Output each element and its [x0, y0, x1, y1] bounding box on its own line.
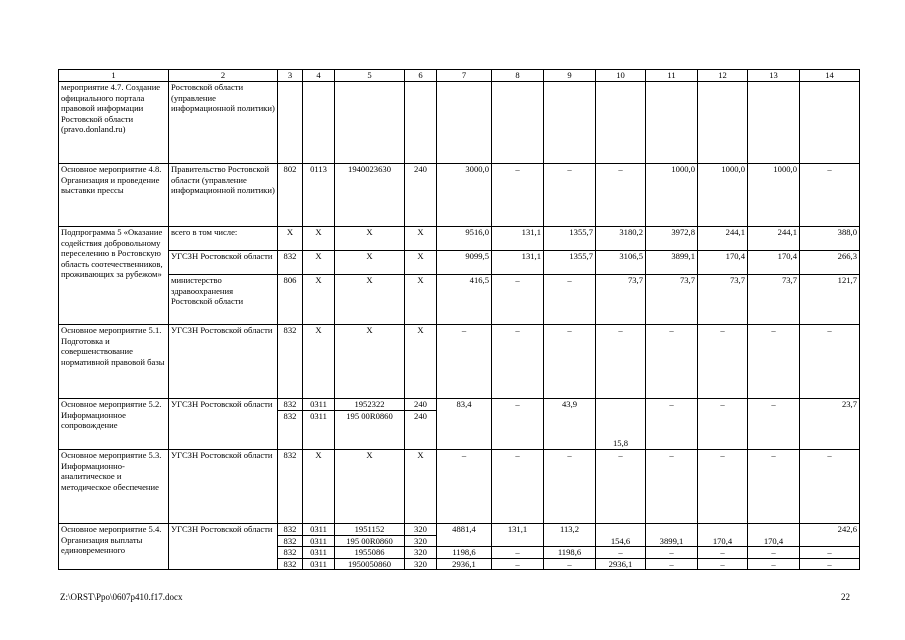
- col-header: 5: [335, 70, 405, 82]
- value-cell: 73,7: [748, 275, 800, 325]
- value-cell: –: [646, 547, 698, 559]
- value-cell: –: [544, 450, 596, 524]
- value-cell: 320: [405, 535, 437, 547]
- value-cell: 15,8: [596, 399, 646, 450]
- value-cell: 3972,8: [646, 227, 698, 251]
- value-cell: 832: [278, 411, 303, 450]
- value-cell: 244,1: [748, 227, 800, 251]
- value-cell: Х: [303, 251, 335, 275]
- value-cell: 1951152: [335, 524, 405, 536]
- value-cell: –: [544, 558, 596, 570]
- value-cell: –: [748, 547, 800, 559]
- event-name: Подпрограмма 5 «Оказание содействия добровольному переселению в Ростовскую область соотечественников, проживающих за рубежом»: [59, 227, 169, 325]
- value-cell: 2936,1: [596, 558, 646, 570]
- col-header: 9: [544, 70, 596, 82]
- value-cell: –: [492, 558, 544, 570]
- value-cell: –: [492, 275, 544, 325]
- value-cell: 0311: [303, 547, 335, 559]
- value-cell: 3899,1: [646, 524, 698, 547]
- col-header: 1: [59, 70, 169, 82]
- table-row: [59, 275, 860, 325]
- value-cell: 1000,0: [646, 164, 698, 227]
- value-cell: 1355,7: [544, 251, 596, 275]
- value-cell: –: [698, 450, 748, 524]
- value-cell: 0311: [303, 558, 335, 570]
- col-header: 7: [437, 70, 492, 82]
- value-cell: 240: [405, 411, 437, 450]
- value-cell: 0311: [303, 524, 335, 536]
- value-cell: Х: [405, 450, 437, 524]
- value-cell: 23,7: [800, 399, 860, 450]
- header-row: [59, 70, 860, 82]
- value-cell: 43,9: [544, 399, 596, 450]
- value-cell: Х: [335, 275, 405, 325]
- event-name: Основное мероприятие 5.4. Организация выплаты единовременного: [59, 524, 169, 570]
- value-cell: 1955086: [335, 547, 405, 559]
- table-row: [59, 251, 860, 275]
- value-cell: Х: [278, 227, 303, 251]
- value-cell: –: [437, 325, 492, 399]
- event-name: мероприятие 4.7. Создание официального портала правовой информации Ростовской области (pravo.donland.ru): [59, 82, 169, 164]
- value-cell: –: [748, 450, 800, 524]
- executor: УГСЗН Ростовской области: [169, 399, 278, 450]
- value-cell: 832: [278, 524, 303, 536]
- value-cell: 113,2: [544, 524, 596, 547]
- value-cell: 170,4: [698, 251, 748, 275]
- executor: Правительство Ростовской области (управление информационной политики): [169, 164, 278, 227]
- table-row: [59, 227, 860, 251]
- value-cell: 832: [278, 558, 303, 570]
- col-header: 3: [278, 70, 303, 82]
- value-cell: Х: [303, 450, 335, 524]
- col-header: 4: [303, 70, 335, 82]
- value-cell: 388,0: [800, 227, 860, 251]
- value-cell: –: [748, 325, 800, 399]
- value-cell: 1950050860: [335, 558, 405, 570]
- table-row: [59, 399, 860, 411]
- table-row: [59, 82, 860, 164]
- value-cell: –: [492, 325, 544, 399]
- value-cell: –: [800, 547, 860, 559]
- value-cell: 170,4: [698, 524, 748, 547]
- value-cell: 170,4: [748, 524, 800, 547]
- value-cell: 2936,1: [437, 558, 492, 570]
- file-path: Z:\ORST\Ppo\0607p410.f17.docx: [60, 592, 183, 602]
- value-cell: –: [646, 399, 698, 450]
- value-cell: –: [437, 450, 492, 524]
- value-cell: 3106,5: [596, 251, 646, 275]
- value-cell: –: [492, 399, 544, 450]
- value-cell: –: [800, 325, 860, 399]
- executor: УГСЗН Ростовской области: [169, 524, 278, 570]
- col-header: 10: [596, 70, 646, 82]
- col-header: 12: [698, 70, 748, 82]
- value-cell: 832: [278, 251, 303, 275]
- value-cell: 195 00R0860: [335, 535, 405, 547]
- value-cell: –: [544, 275, 596, 325]
- value-cell: –: [596, 547, 646, 559]
- value-cell: 0311: [303, 411, 335, 450]
- value-cell: 170,4: [748, 251, 800, 275]
- value-cell: –: [698, 547, 748, 559]
- value-cell: 154,6: [596, 524, 646, 547]
- value-cell: 131,1: [492, 227, 544, 251]
- budget-table: [58, 69, 860, 570]
- value-cell: 1000,0: [698, 164, 748, 227]
- value-cell: 195 00R0860: [335, 411, 405, 450]
- value-cell: 121,7: [800, 275, 860, 325]
- value-cell: 3899,1: [646, 251, 698, 275]
- value-cell: –: [596, 164, 646, 227]
- value-cell: 320: [405, 524, 437, 536]
- value-cell: 0311: [303, 535, 335, 547]
- value-cell: 266,3: [800, 251, 860, 275]
- value-cell: Х: [335, 227, 405, 251]
- event-name: Основное мероприятие 5.2. Информационное сопровождение: [59, 399, 169, 450]
- value-cell: 832: [278, 547, 303, 559]
- value-cell: 240: [405, 164, 437, 227]
- col-header: 13: [748, 70, 800, 82]
- col-header: 14: [800, 70, 860, 82]
- col-header: 2: [169, 70, 278, 82]
- col-header: 8: [492, 70, 544, 82]
- value-cell: 73,7: [698, 275, 748, 325]
- value-cell: 1198,6: [437, 547, 492, 559]
- value-cell: Х: [405, 251, 437, 275]
- event-name: Основное мероприятие 5.3. Информационно-аналитическое и методическое обеспечение: [59, 450, 169, 524]
- value-cell: 1952322: [335, 399, 405, 411]
- table-row: [59, 164, 860, 227]
- value-cell: 131,1: [492, 251, 544, 275]
- value-cell: –: [492, 450, 544, 524]
- value-cell: 1000,0: [748, 164, 800, 227]
- executor: УГСЗН Ростовской области: [169, 251, 278, 275]
- value-cell: Х: [335, 450, 405, 524]
- executor: министерство здравоохранения Ростовской области: [169, 275, 278, 325]
- value-cell: –: [544, 164, 596, 227]
- value-cell: –: [748, 399, 800, 450]
- value-cell: 320: [405, 558, 437, 570]
- value-cell: –: [698, 399, 748, 450]
- value-cell: –: [698, 558, 748, 570]
- value-cell: 832: [278, 325, 303, 399]
- value-cell: Х: [303, 227, 335, 251]
- value-cell: –: [492, 547, 544, 559]
- executor: Ростовской области (управление информационной политики): [169, 82, 278, 164]
- value-cell: 4881,4: [437, 524, 492, 547]
- value-cell: 832: [278, 399, 303, 411]
- table-row: [59, 450, 860, 524]
- value-cell: Х: [405, 325, 437, 399]
- event-name: Основное мероприятие 4.8. Организация и проведение выставки прессы: [59, 164, 169, 227]
- col-header: 6: [405, 70, 437, 82]
- executor: УГСЗН Ростовской области: [169, 450, 278, 524]
- table-row: [59, 325, 860, 399]
- table-row: [59, 524, 860, 536]
- value-cell: –: [492, 164, 544, 227]
- value-cell: 416,5: [437, 275, 492, 325]
- col-header: 11: [646, 70, 698, 82]
- value-cell: 1198,6: [544, 547, 596, 559]
- value-cell: 1355,7: [544, 227, 596, 251]
- value-cell: –: [646, 450, 698, 524]
- value-cell: –: [748, 558, 800, 570]
- value-cell: Х: [405, 275, 437, 325]
- value-cell: 832: [278, 450, 303, 524]
- value-cell: Х: [335, 325, 405, 399]
- value-cell: –: [596, 325, 646, 399]
- value-cell: 73,7: [646, 275, 698, 325]
- page-number: 22: [841, 592, 850, 602]
- value-cell: Х: [303, 325, 335, 399]
- value-cell: Х: [405, 227, 437, 251]
- value-cell: –: [596, 450, 646, 524]
- value-cell: 320: [405, 547, 437, 559]
- value-cell: 802: [278, 164, 303, 227]
- value-cell: 806: [278, 275, 303, 325]
- value-cell: 1940023630: [335, 164, 405, 227]
- value-cell: –: [698, 325, 748, 399]
- event-name: Основное мероприятие 5.1. Подготовка и совершенствование нормативной правовой базы: [59, 325, 169, 399]
- value-cell: 0113: [303, 164, 335, 227]
- value-cell: –: [800, 558, 860, 570]
- value-cell: 3000,0: [437, 164, 492, 227]
- executor: УГСЗН Ростовской области: [169, 325, 278, 399]
- value-cell: 244,1: [698, 227, 748, 251]
- value-cell: 3180,2: [596, 227, 646, 251]
- value-cell: 240: [405, 399, 437, 411]
- value-cell: –: [544, 325, 596, 399]
- value-cell: –: [646, 558, 698, 570]
- value-cell: 832: [278, 535, 303, 547]
- value-cell: Х: [303, 275, 335, 325]
- value-cell: –: [800, 164, 860, 227]
- value-cell: Х: [335, 251, 405, 275]
- value-cell: 73,7: [596, 275, 646, 325]
- value-cell: 9516,0: [437, 227, 492, 251]
- value-cell: 0311: [303, 399, 335, 411]
- executor: всего в том числе:: [169, 227, 278, 251]
- value-cell: 83,4: [437, 399, 492, 450]
- value-cell: 131,1: [492, 524, 544, 547]
- value-cell: 9099,5: [437, 251, 492, 275]
- value-cell: –: [800, 450, 860, 524]
- value-cell: –: [646, 325, 698, 399]
- value-cell: 242,6: [800, 524, 860, 547]
